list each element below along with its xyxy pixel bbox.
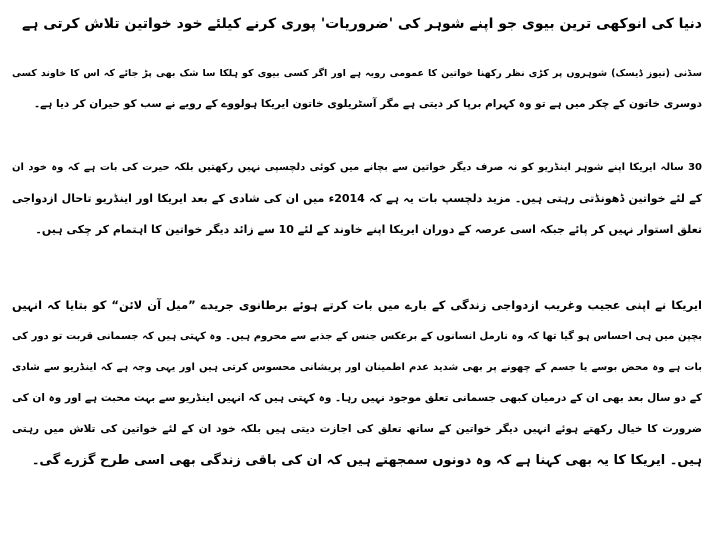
paragraph-line: 30 سالہ ایریکا اپنے شوہر اینڈریو کو نہ صرف دیگر خواتین سے بچانے میں کوئی دلچسپی نہیں رکھتیں بلکہ حیرت کی بات ہے کہ وہ خود ان [12,162,702,173]
paragraph-line: ہیں۔ ایریکا کا یہ بھی کہنا ہے کہ وہ دونوں سمجھتے ہیں کہ ان کی باقی زندگی بھی اسی طرح گزرے گی۔ [31,453,702,468]
paragraph-line: کے دو سال بعد بھی ان کے درمیان کبھی جسمانی تعلق موجود نہیں رہا۔ وہ کہتی ہیں کہ انہیں اینڈریو سے بہت محبت ہے اور وہ ان کی [12,392,702,404]
paragraph-line: سڈنی (نیوز ڈیسک) شوہروں پر کڑی نظر رکھنا خواتین کا عمومی رویہ ہے اور اگر کسی بیوی کو ہلکا سا شک بھی پڑ جائے کہ اس کا خاوند کسی [12,68,702,79]
article-title: دنیا کی انوکھی ترین بیوی جو اپنے شوہر کی 'ضروریات' پوری کرنے کیلئے خود خواتین تلاش کرتی ہے [21,16,702,32]
paragraph-line: دوسری خاتون کے چکر میں ہے تو وہ کہرام برپا کر دیتی ہے مگر آسٹریلوی خاتون ایریکا ہولووے کے رویے نے سب کو حیران کر دیا ہے۔ [33,98,702,110]
article-paragraph [12,152,702,245]
paragraph-line: کے لئے خواتین ڈھونڈتی رہتی ہیں۔ مزید دلچسپ بات یہ ہے کہ 2014ء میں ان کی شادی کے بعد ایریکا اور اینڈریو تاحال ازدواجی [12,192,702,205]
article-paragraph [12,58,702,120]
paragraph-line: بات ہے وہ محض بوسے یا جسم کے چھونے پر بھی شدید عدم اطمینان اور پریشانی محسوس کرتی ہیں اور یہی وجہ ہے کہ اینڈریو سے شادی [12,362,702,373]
paragraph-line: ضرورت کا خیال رکھتے ہوئے انہیں دیگر خواتین کے ساتھ تعلق کی اجازت دیتی ہیں بلکہ خود ان کے لئے خواتین کی تلاش میں رہتی [12,423,702,435]
article-paragraph [12,290,702,476]
paragraph-line: بچپن میں ہی احساس ہو گیا تھا کہ وہ نارمل انسانوں کے برعکس جنس کے جذبے سے محروم ہیں۔ وہ کہتی ہیں کہ جسمانی قربت تو دور کی [12,331,702,342]
paragraph-line: تعلق استوار نہیں کر پائے جبکہ اسی عرصہ کے دوران ایریکا اپنے خاوند کے لئے 10 سے زائد دیگر خواتین کا اہتمام کر چکی ہیں۔ [35,223,702,236]
paragraph-line: ایریکا نے اپنی عجیب وغریب ازدواجی زندگی کے بارے میں بات کرتے ہوئے برطانوی جریدے ”میل آن لائن“ کو بتایا کہ انہیں [12,298,702,312]
